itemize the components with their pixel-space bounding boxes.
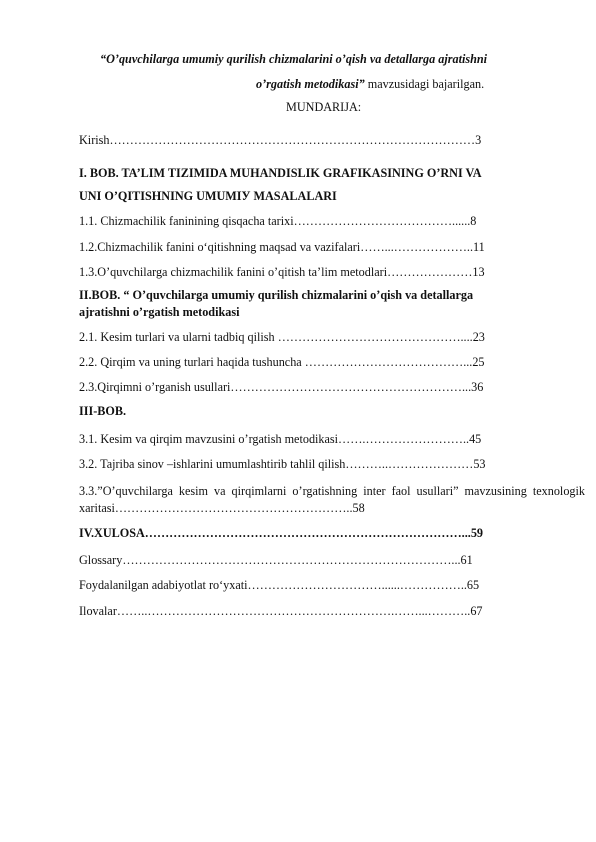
toc-chapter2-line1: II.BOB. “ O’quvchilarga umumiy qurilish chizmalarini o’qish va detallarga [79, 288, 474, 302]
toc-heading: MUNDARIJA: [286, 100, 362, 114]
document-title-suffix: mavzusidagi bajarilgan. [364, 77, 485, 91]
toc-entry-2-2: 2.2. Qirqim va uning turlari haqida tushuncha …………………………………...25 [79, 355, 485, 369]
toc-entry-2-1: 2.1. Kesim turlari va ularni tadbiq qilish ………………………………………....23 [79, 330, 485, 344]
toc-entry-3-1: 3.1. Kesim va qirqim mavzusini o’rgatish metodikasi…….……………………..45 [79, 432, 482, 446]
toc-entry-glossary: Glossary………………………………………………………………………...61 [79, 553, 473, 567]
toc-entry-3-2: 3.2. Tajriba sinov –ishlarini umumlashtirib tahlil qilish………..…………………53 [79, 457, 486, 471]
document-title-line2 [256, 77, 484, 92]
toc-entry-kirish: Kirish………………………………………………………………………………3 [79, 133, 482, 147]
toc-chapter2-line2: ajratishni o’rgatish metodikasi [79, 305, 240, 319]
toc-entry-1-1: 1.1. Chizmachilik faninining qisqacha tarixi…………………………………......8 [79, 214, 477, 228]
toc-chapter1-line2: UNI O’QITISHNING UMUMIУ MASALALARI [79, 189, 337, 203]
toc-entry-2-3: 2.3.Qirqimni o’rganish usullari…………………………………………………...36 [79, 380, 484, 394]
toc-entry-3-3: 3.3.”O’quvchilarga kesim va qirqimlarni o’rgatishning inter faol usullari” mavzusining texnologik xaritasi…………………………………………………..58 [79, 484, 585, 515]
document-title-line1: “O’quvchilarga umumiy qurilish chizmalarini o’qish va detallarga ajratishni [100, 52, 488, 66]
toc-chapter3: III-BOB. [79, 404, 127, 418]
toc-entry-1-2: 1.2.Chizmachilik fanini o‘qitishning maqsad va vazifalari……...………………..11 [79, 240, 485, 254]
toc-chapter4-xulosa: IV.XULOSA……………………………………………………………………...59 [79, 526, 484, 540]
toc-entry-1-3: 1.3.O’quvchilarga chizmachilik fanini o’qitish ta’lim metodlari…………………13 [79, 265, 485, 279]
document-title-topic-end: o’rgatish metodikasi” [256, 77, 365, 91]
toc-entry-adabiyot: Foydalanilgan adabiyotlat ro‘yxati……………………………......……………..65 [79, 578, 480, 592]
toc-entry-ilovalar: Ilovalar……..…………………………………………………….……...………..67 [79, 604, 483, 618]
toc-chapter1-line1: I. BOB. TA’LIM TIZIMIDA MUHANDISLIK GRAFIKASINING O’RNI VA [79, 166, 482, 180]
